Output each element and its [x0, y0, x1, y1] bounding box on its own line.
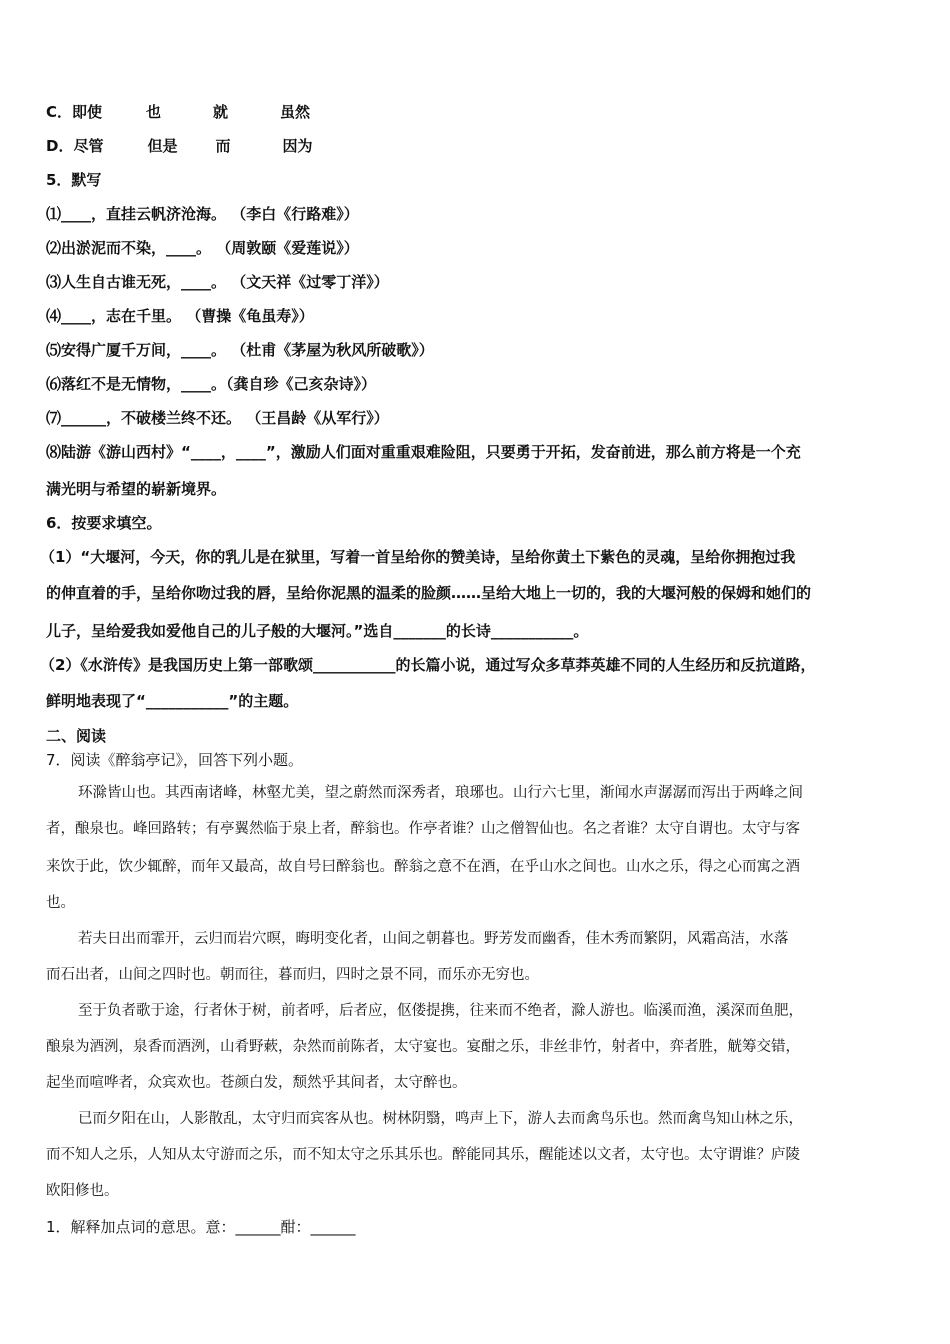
- passage-line-4: 也。: [46, 895, 75, 911]
- option-d-word3: 而: [215, 137, 231, 155]
- q7-sub-question-1: 1．解释加点词的意思。意：______酣：______: [46, 1218, 356, 1236]
- q5-title: 5．默写: [46, 171, 102, 189]
- q6-line-1: （1）“大堰河，今天，你的乳儿是在狱里，写着一首呈给你的赞美诗，呈给你黄土下紫色的灵魂，呈给你拥抱过我: [40, 548, 796, 566]
- passage-line-7: 至于负者歌于途，行者休于树，前者呼，后者应，伛偻提携，往来而不绝者，滁人游也。临溪而渔，溪深而鱼肥，: [78, 1003, 803, 1019]
- passage-line-8: 酿泉为酒洌，泉香而酒洌，山肴野蔌，杂然而前陈者，太守宴也。宴酣之乐，非丝非竹，射者中，弈者胜，觥筹交错，: [46, 1039, 800, 1055]
- option-d-label: D．尽管: [46, 137, 104, 155]
- option-c-word2: 也: [146, 103, 162, 121]
- q5-item-6: ⑹落红不是无情物，____。（龚自珍《己亥杂诗》）: [46, 375, 377, 393]
- q6-line-3: 儿子，呈给爱我如爱他自己的儿子般的大堰河。”选自_______的长诗___________。: [46, 622, 589, 640]
- passage-line-6: 而石出者，山间之四时也。朝而往，暮而归，四时之景不同，而乐亦无穷也。: [46, 967, 539, 983]
- passage-line-11: 而不知人之乐，人知从太守游而之乐，而不知太守之乐其乐也。醉能同其乐，醒能述以文者，太守也。太守谓谁？庐陵: [46, 1147, 800, 1163]
- q5-item-8-cont: 满光明与希望的崭新境界。: [46, 480, 227, 498]
- q5-item-8: ⑻陆游《游山西村》“____，____”，激励人们面对重重艰难险阻，只要勇于开拓，发奋前进，那么前方将是一个充: [46, 443, 801, 461]
- option-d-word2: 但是: [147, 137, 178, 155]
- passage-line-1: 环滁皆山也。其西南诸峰，林壑尤美，望之蔚然而深秀者，琅琊也。山行六七里，渐闻水声潺潺而泻出于两峰之间: [78, 785, 803, 801]
- q5-item-4: ⑷____，志在千里。 （曹操《龟虽寿》）: [46, 307, 314, 325]
- q5-item-2: ⑵出淤泥而不染，____。 （周敦颐《爱莲说》）: [46, 239, 359, 257]
- passage-line-3: 来饮于此，饮少辄醉，而年又最高，故自号曰醉翁也。醉翁之意不在酒，在乎山水之间也。山水之乐，得之心而寓之酒: [46, 859, 800, 875]
- option-c-word4: 虽然: [280, 103, 311, 121]
- q5-item-5: ⑸安得广厦千万间，____。 （杜甫《茅屋为秋风所破歌》）: [46, 341, 434, 359]
- option-c-label: C．即使: [46, 103, 103, 121]
- option-d-word4: 因为: [282, 137, 313, 155]
- q7-title: 7．阅读《醉翁亭记》，回答下列小题。: [46, 751, 304, 769]
- q5-item-1: ⑴____，直挂云帆济沧海。 （李白《行路难》）: [46, 205, 359, 223]
- q6-line-2: 的伸直着的手，呈给你吻过我的唇，呈给你泥黑的温柔的脸颜……呈给大地上一切的，我的大堰河般的保姆和她们的: [46, 584, 812, 602]
- passage-line-2: 者，酿泉也。峰回路转；有亭翼然临于泉上者，醉翁也。作亭者谁？山之僧智仙也。名之者谁？太守自谓也。太守与客: [46, 821, 800, 837]
- option-d-row: [46, 135, 313, 157]
- passage-line-5: 若夫日出而霏开，云归而岩穴暝，晦明变化者，山间之朝暮也。野芳发而幽香，佳木秀而繁阴，风霜高洁，水落: [78, 931, 789, 947]
- q5-item-7: ⑺______，不破楼兰终不还。 （王昌龄《从军行》）: [46, 409, 389, 427]
- passage-line-10: 已而夕阳在山，人影散乱，太守归而宾客从也。树林阴翳，鸣声上下，游人去而禽鸟乐也。然而禽鸟知山林之乐，: [78, 1111, 803, 1127]
- option-c-word3: 就: [213, 103, 229, 121]
- q6-title: 6．按要求填空。: [46, 514, 162, 532]
- passage-line-9: 起坐而喧哗者，众宾欢也。苍颜白发，颓然乎其间者，太守醉也。: [46, 1075, 467, 1091]
- section-reading-title: 二、阅读: [46, 727, 107, 745]
- option-c-row: [46, 101, 310, 123]
- q6-line-4: （2）《水浒传》是我国历史上第一部歌颂___________的长篇小说，通过写众多草莽英雄不同的人生经历和反抗道路，: [40, 656, 816, 674]
- passage-line-12: 欧阳修也。: [46, 1183, 119, 1199]
- q6-line-5: 鲜明地表现了“___________”的主题。: [46, 692, 299, 710]
- q5-item-3: ⑶人生自古谁无死，____。 （文天祥《过零丁洋》）: [46, 273, 389, 291]
